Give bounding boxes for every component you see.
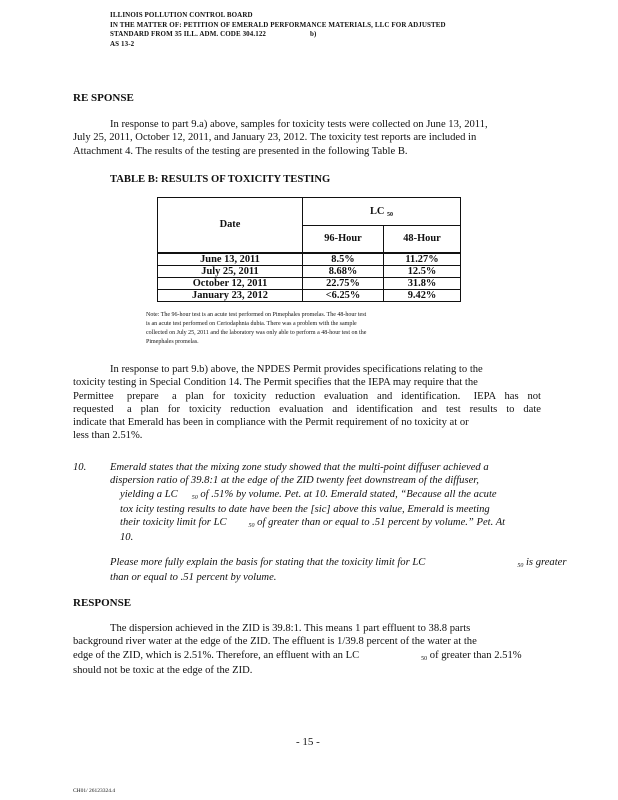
para-line: requested a plan for toxicity reduction evaluation and identification and test results to date: [73, 403, 541, 415]
para-line: [73, 649, 522, 664]
row-48h: 9.42%: [384, 289, 461, 301]
date-column-header: Date: [158, 198, 303, 253]
header-line-3: [110, 30, 446, 40]
item-line-b: of .51% by volume. Pet. at 10. Emerald stated, “Because all the acute: [197, 488, 497, 500]
note-line: collected on July 25, 2011 and the laboratory was only able to perform a 48-hour test on the: [146, 330, 367, 336]
header-line-1: ILLINOIS POLLUTION CONTROL BOARD: [110, 11, 253, 19]
48-hour-header: 48-Hour: [384, 226, 461, 253]
para-line: Permittee prepare a plan for toxicity reduction evaluation and identification. IEPA has not: [73, 390, 541, 402]
row-date: June 13, 2011: [158, 253, 303, 266]
para-line: In response to part 9.a) above, samples for toxicity tests were collected on June 13, 2011,: [110, 119, 488, 130]
toxicity-results-table: [157, 197, 461, 302]
lc-subscript: 50: [421, 655, 428, 662]
table-row: [158, 289, 461, 301]
item-line: [110, 556, 567, 571]
lc-subscript: 50: [248, 523, 255, 530]
para-line: less than 2.51%.: [73, 430, 143, 442]
document-id-footer: CH01/ 26123324.4: [73, 788, 116, 794]
item-line-a: Please more fully explain the basis for stating that the toxicity limit for LC: [110, 557, 426, 568]
note-line: Pimephales promelas.: [146, 339, 199, 345]
row-96h: 8.5%: [303, 253, 384, 266]
item-line-b: of greater than or equal to .51 percent by volume.” Pet. At: [254, 517, 506, 529]
para-line: should not be toxic at the edge of the ZID.: [73, 664, 253, 676]
response-heading-1: RE SPONSE: [73, 92, 134, 104]
item-10-question: [110, 461, 530, 545]
row-48h: 12.5%: [384, 265, 461, 277]
item-10-number: 10.: [73, 462, 87, 473]
item-line: than or equal to .51 percent by volume.: [110, 572, 277, 584]
lc50-column-header: [303, 198, 461, 226]
item-line-a: yielding a LC: [120, 488, 178, 500]
item-line: 10.: [120, 532, 134, 544]
document-header: [110, 11, 446, 49]
para-line: Attachment 4. The results of the testing are presented in the following Table B.: [73, 145, 408, 157]
para-line: The dispersion achieved in the ZID is 39.8:1. This means 1 part effluent to 38.8 parts: [110, 623, 471, 634]
lc-subscript: 50: [517, 563, 524, 569]
item-line: dispersion ratio of 39.8:1 at the edge of the ZID twenty feet downstream of the diffuser,: [110, 475, 479, 487]
item-line-b: is greater: [523, 557, 567, 568]
96-hour-header: 96-Hour: [303, 226, 384, 253]
para-line-b: of greater than 2.51%: [427, 649, 522, 661]
lc-subscript: 50: [191, 494, 198, 501]
item-line: [110, 488, 530, 503]
para-line: indicate that Emerald has been in compliance with the Permit requirement of no toxicity at or: [73, 417, 469, 429]
para-line-a: edge of the ZID, which is 2.51%. Therefore, an effluent with an LC: [73, 649, 360, 661]
note-line: is an acute test performed on Ceriodaphnia dubia. There was a problem with the sample: [146, 321, 357, 327]
row-96h: 8.68%: [303, 265, 384, 277]
row-48h: 31.8%: [384, 277, 461, 289]
lc-subscript: 50: [387, 212, 394, 218]
item-line: tox icity testing results to date have been the [sic] above this value, Emerald is meeting: [120, 503, 490, 515]
item-line: Emerald states that the mixing zone study showed that the multi-point diffuser achieved a: [110, 462, 489, 473]
row-date: October 12, 2011: [158, 277, 303, 289]
header-line-3-b: b): [310, 30, 317, 38]
para-line: toxicity testing in Special Condition 14. The Permit specifies that the IEPA may require that the: [73, 377, 478, 389]
page-number: - 15 -: [296, 736, 320, 748]
table-row: [158, 265, 461, 277]
response-2-paragraph: [73, 622, 522, 677]
table-note: [146, 311, 396, 347]
para-line: background river water at the edge of the ZID. The effluent is 1/39.8 percent of the water at the: [73, 636, 477, 648]
row-48h: 11.27%: [384, 253, 461, 266]
row-date: January 23, 2012: [158, 289, 303, 301]
row-96h: <6.25%: [303, 289, 384, 301]
note-line: Note: The 96-hour test is an acute test performed on Pimephales promelas. The 48-hour test: [146, 312, 367, 318]
response-heading-2: RESPONSE: [73, 597, 132, 609]
para-line: In response to part 9.b) above, the NPDES Permit provides specifications relating to the: [110, 364, 483, 375]
header-line-2: IN THE MATTER OF: PETITION OF EMERALD PERFORMANCE MATERIALS, LLC FOR ADJUSTED: [110, 20, 446, 29]
header-line-4: AS 13-2: [110, 39, 135, 48]
item-line-a: their toxicity limit for LC: [120, 517, 227, 529]
response-1-paragraph: [73, 118, 488, 158]
row-96h: 22.75%: [303, 277, 384, 289]
item-10-request: [110, 556, 567, 585]
header-line-3-text: STANDARD FROM 35 ILL. ADM. CODE 304.122: [110, 30, 267, 38]
row-date: July 25, 2011: [158, 265, 303, 277]
table-row: [158, 253, 461, 266]
response-1-paragraph-2: [73, 363, 541, 443]
table-row: [158, 277, 461, 289]
table-caption: TABLE B: RESULTS OF TOXICITY TESTING: [110, 174, 331, 185]
para-line: July 25, 2011, October 12, 2011, and January 23, 2012. The toxicity test reports are included in: [73, 132, 477, 144]
item-line: [110, 516, 530, 531]
lc-label: LC: [369, 206, 385, 217]
